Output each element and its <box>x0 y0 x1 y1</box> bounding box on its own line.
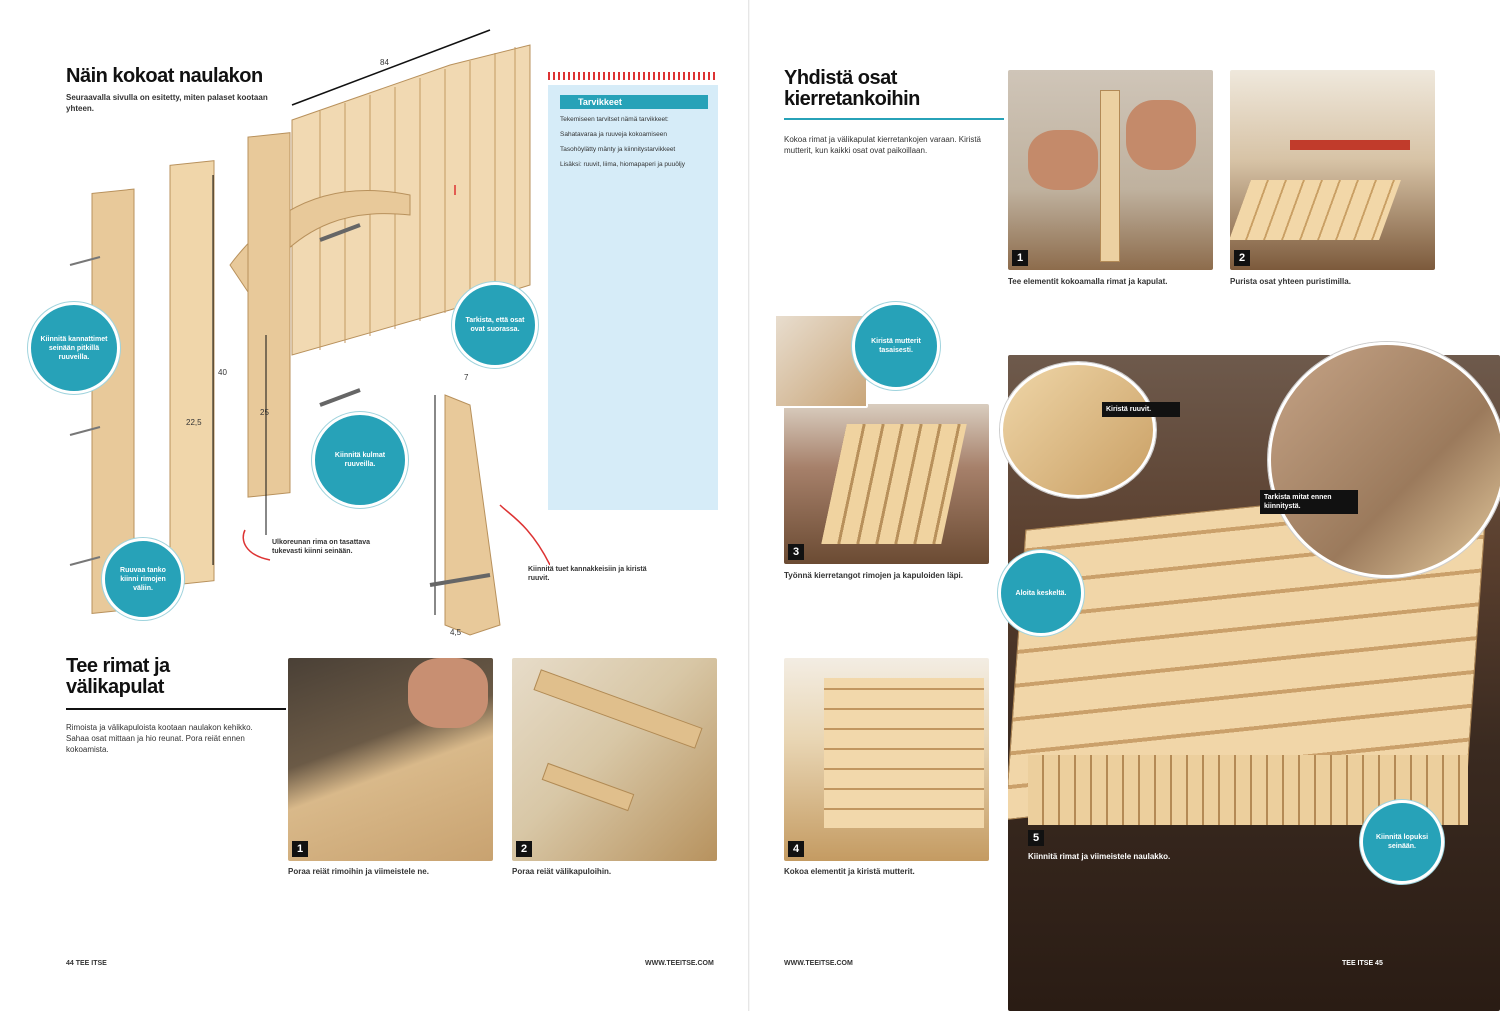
footer-url-right: WWW.TEEITSE.COM <box>784 960 853 967</box>
tip-bubble: Kiristä mutterit tasaisesti. <box>852 302 940 390</box>
tip-bubble: Kiinnitä kannattimet seinään pitkillä ruuveilla. <box>28 302 120 394</box>
detail-inset-hand <box>1268 342 1500 578</box>
photo-drilling-slat <box>288 658 493 861</box>
cut-strip <box>548 72 718 80</box>
diagram-note: Ulkoreunan rima on tasattava tukevasti kiinni seinään. <box>272 539 371 555</box>
dim-a-label: 22,5 <box>186 418 202 427</box>
photo-drilling-spacers <box>512 658 717 861</box>
materials-sidebar <box>548 85 718 510</box>
photo-step2 <box>1230 70 1435 270</box>
sidebar-item: Tekemiseen tarvitset nämä tarvikkeet: <box>560 116 669 123</box>
right-page <box>750 0 1500 1011</box>
step-caption: Purista osat yhteen puristimilla. <box>1230 277 1351 286</box>
hand-shape <box>1126 100 1196 170</box>
step-number: 5 <box>1028 830 1044 846</box>
step-number: 4 <box>788 841 804 857</box>
slat-bundle <box>821 424 967 544</box>
tip-bubble: Kiinnitä lopuksi seinään. <box>1360 800 1444 884</box>
footer-url-left: WWW.TEEITSE.COM <box>645 960 714 967</box>
dim-top-label: 84 <box>380 58 389 67</box>
dim-c-label: 7 <box>464 373 469 382</box>
photo-caption: Poraa reiät rimoihin ja viimeistele ne. <box>288 867 429 876</box>
step-number: 1 <box>1012 250 1028 266</box>
step-number: 3 <box>788 544 804 560</box>
section-title-line: Yhdistä osat <box>784 67 897 89</box>
step-caption: Tee elementit kokoamalla rimat ja kapulat. <box>1008 277 1168 286</box>
footer-page-right: TEE ITSE 45 <box>1342 960 1383 967</box>
detail-inset-rods <box>1000 362 1156 498</box>
section-title-line: Tee rimat ja <box>66 655 170 677</box>
photo-step4 <box>784 658 989 861</box>
sidebar-item: Lisäksi: ruuvit, liima, hiomapaperi ja puuöljy <box>560 161 686 168</box>
tip-bubble: Tarkista, että osat ovat suorassa. <box>452 282 538 368</box>
rods-body: Kokoa rimat ja välikapulat kierretankojen varaan. Kiristä mutterit, kun kaikki osat ovat paikoillaan. <box>784 135 981 155</box>
dim-side-label: 40 <box>218 368 227 377</box>
title-rule <box>784 118 1004 120</box>
hand-shape <box>408 658 488 728</box>
slat-bundle <box>1230 180 1401 240</box>
step-number: 1 <box>292 841 308 857</box>
hand-shape <box>1028 130 1098 190</box>
tip-bubble: Aloita keskeltä. <box>998 550 1084 636</box>
dim-d-label: 4,5 <box>450 628 462 637</box>
photo-tag: Kiristä ruuvit. <box>1102 402 1180 417</box>
photo-tag: Tarkista mitat ennen kiinnitystä. <box>1260 490 1358 514</box>
step-caption: Työnnä kierretangot rimojen ja kapuloiden läpi. <box>784 571 963 580</box>
sidebar-item: Sahatavaraa ja ruuveja kokoamiseen <box>560 131 667 138</box>
section-title-line: kierretankoihin <box>784 88 920 110</box>
step-number: 2 <box>516 841 532 857</box>
step-number: 2 <box>1234 250 1250 266</box>
sidebar-title: Tarvikkeet <box>560 95 708 109</box>
photo-caption: Poraa reiät välikapuloihin. <box>512 867 612 876</box>
section-title-line: välikapulat <box>66 676 164 698</box>
title-rule <box>66 708 286 710</box>
slat-shape <box>542 763 635 811</box>
assembly-intro: Seuraavalla sivulla on esitetty, miten palaset kootaan yhteen. <box>66 93 268 113</box>
step-caption: Kiinnitä rimat ja viimeistele naulakko. <box>1028 852 1171 861</box>
dim-b-label: 25 <box>260 408 269 417</box>
sidebar-item: Tasohöylätty mänty ja kiinnitystarvikkeet <box>560 146 676 153</box>
slats-body: Rimoista ja välikapuloista kootaan naulakon kehikko. Sahaa osat mittaan ja hio reunat. Pora reiät ennen kokoamista. <box>66 723 253 754</box>
slat-shape <box>1100 90 1120 262</box>
footer-page-left: 44 TEE ITSE <box>66 960 107 967</box>
photo-step3 <box>784 404 989 564</box>
section-title-rods <box>784 68 920 110</box>
step-caption: Kokoa elementit ja kiristä mutterit. <box>784 867 915 876</box>
sidebar-list <box>560 115 710 175</box>
tip-bubble: Ruuvaa tanko kiinni rimojen väliin. <box>102 538 184 620</box>
section-title-assembly: Näin kokoat naulakon <box>66 65 263 87</box>
diagram-note: Kiinnitä tuet kannakkeisiin ja kiristä ruuvit. <box>528 566 647 582</box>
slat-shape <box>533 669 702 749</box>
tip-bubble: Kiinnitä kulmat ruuveilla. <box>312 412 408 508</box>
clamp-shape <box>1290 140 1410 150</box>
section-title-slats <box>66 656 170 698</box>
slat-bundle <box>824 678 984 828</box>
photo-step1 <box>1008 70 1213 270</box>
